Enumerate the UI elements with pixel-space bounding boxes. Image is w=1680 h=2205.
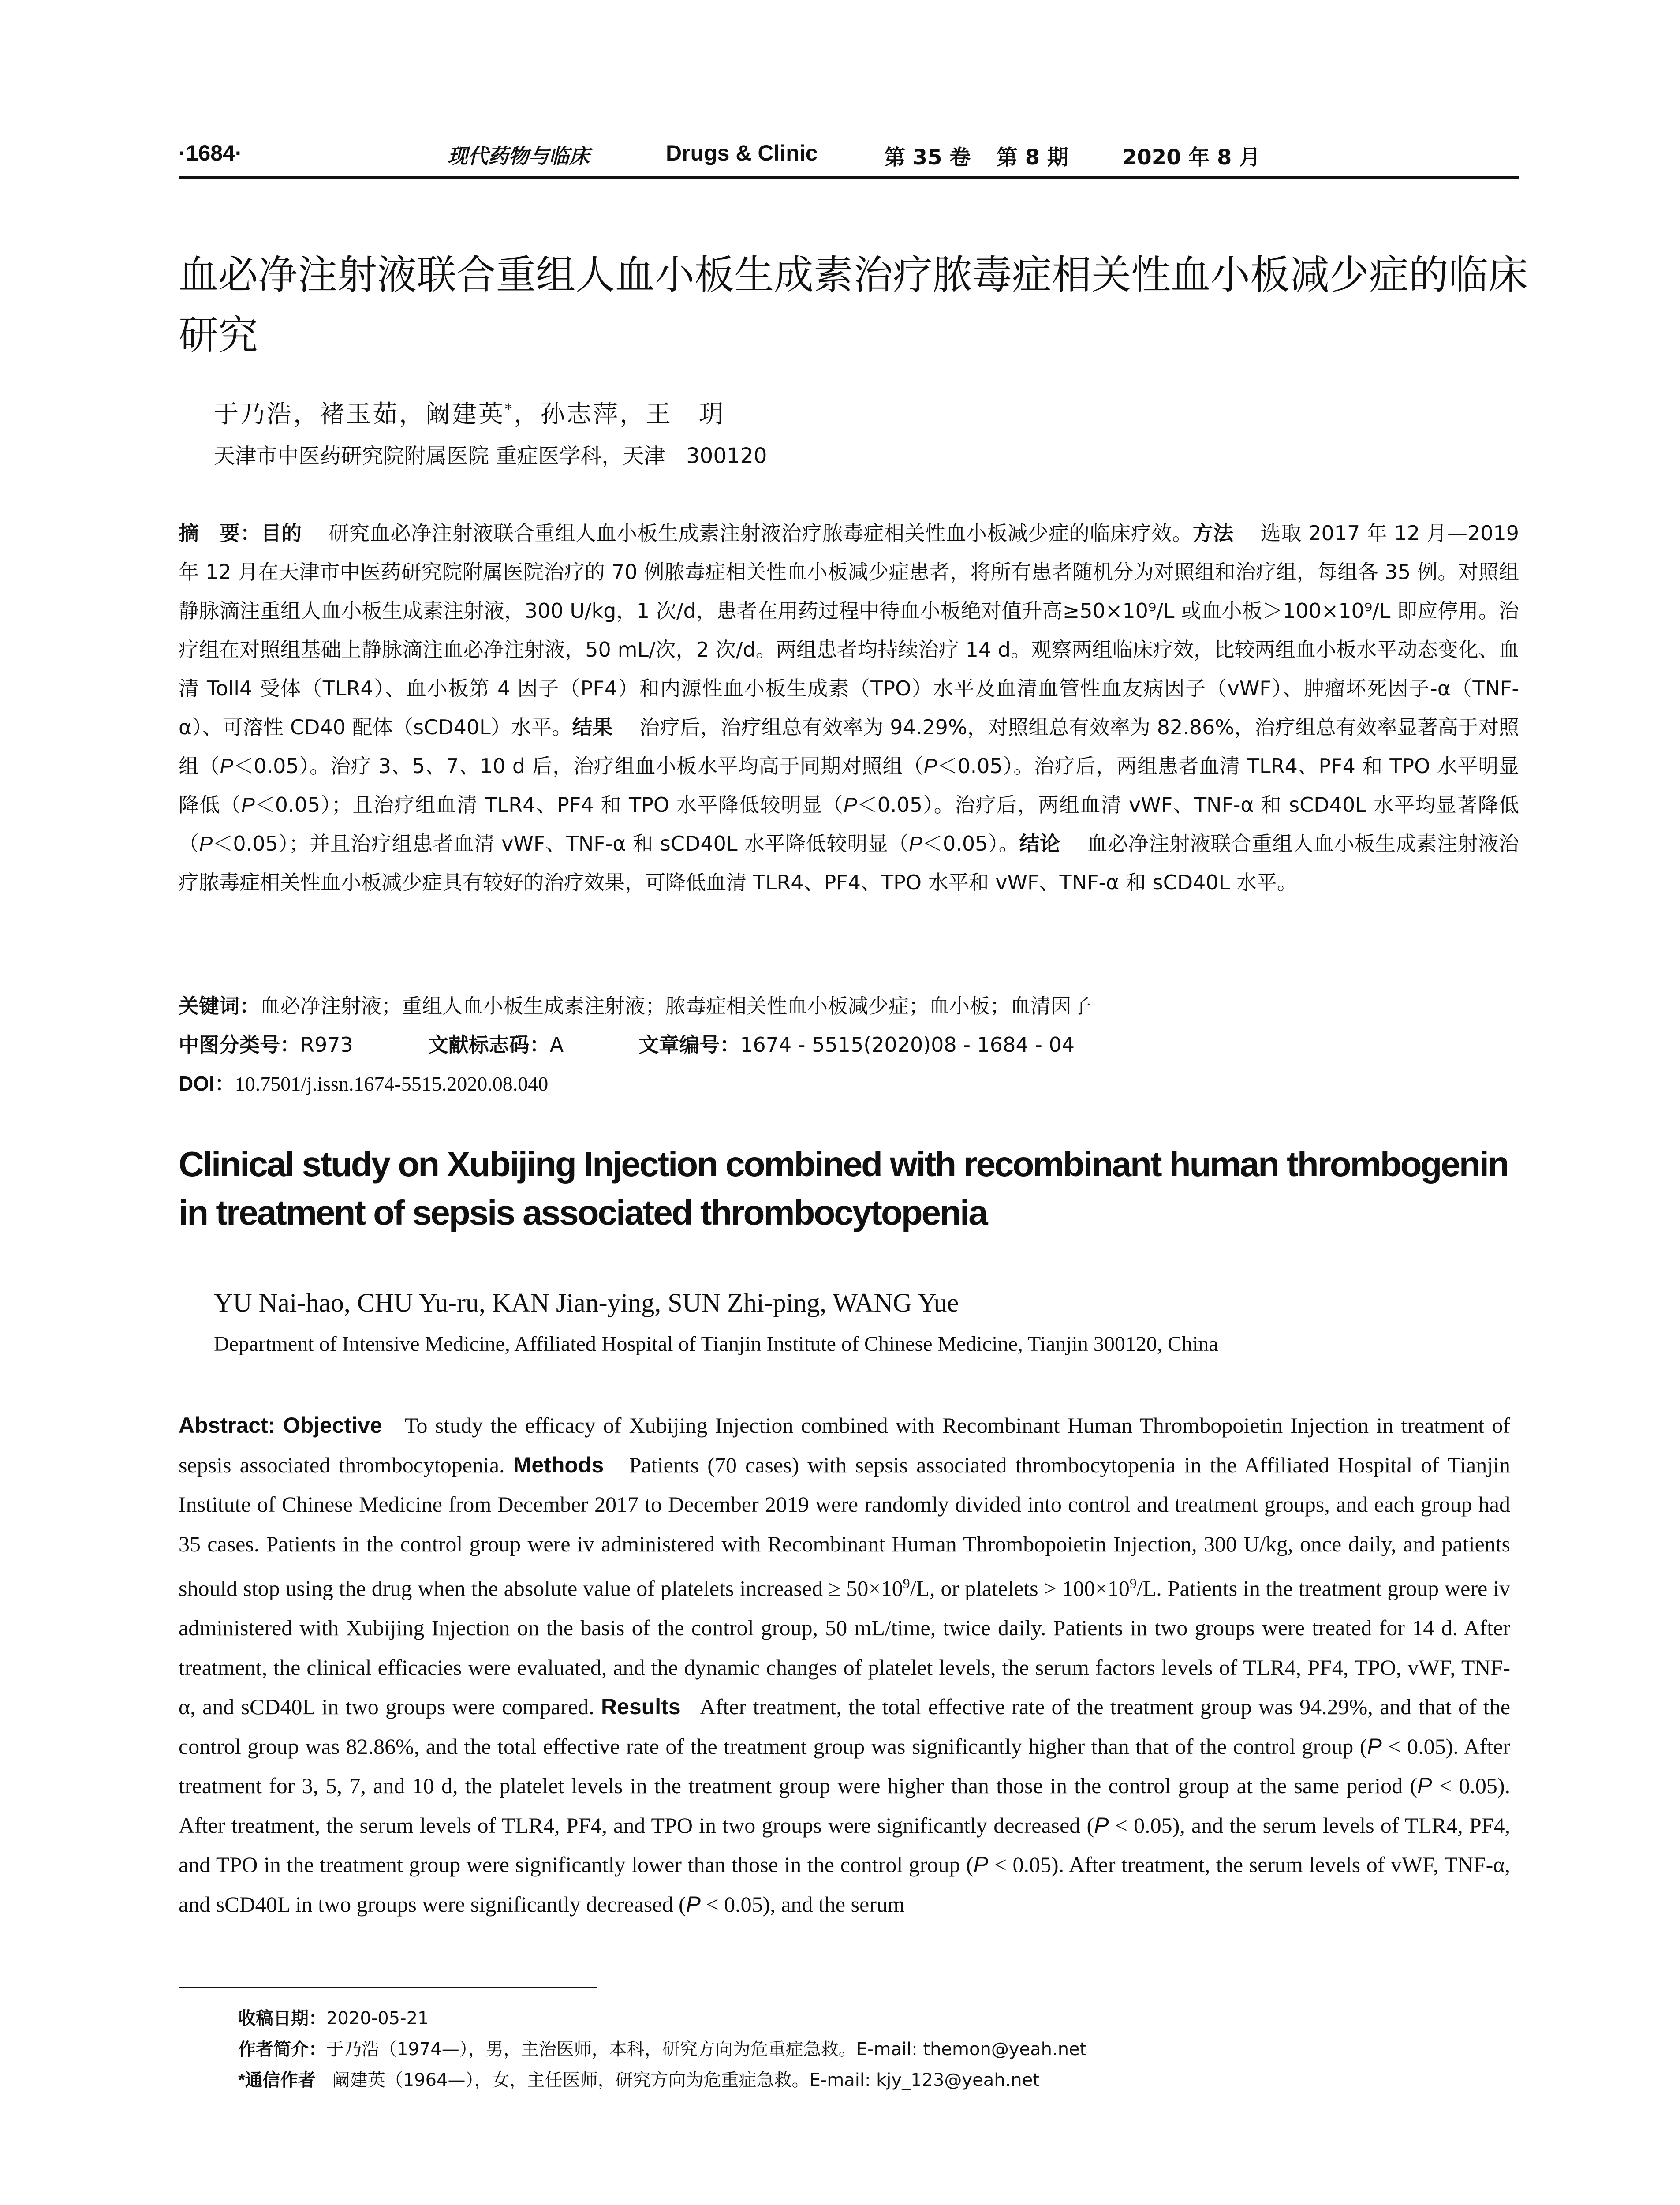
p-value-symbol: P	[909, 832, 922, 855]
journal-name-en: Drugs & Clinic	[666, 141, 818, 165]
p-value-symbol: P	[1367, 1734, 1382, 1759]
results-text: < 0.05). After treatment, the serum levels of vWF, TNF-α, and sCD40L in two groups were significantly decreased (	[179, 1852, 1511, 1917]
objective-label: 目的	[261, 522, 302, 545]
methods-label: 方法	[1192, 522, 1234, 545]
conclusion-text: 血必净注射液联合重组人血小板生成素注射液治疗脓毒症相关性血小板减少症具有较好的治疗效果，可降低血清 TLR4、PF4、TPO 水平和 vWF、TNF-α 和 sCD40L 水平。	[179, 832, 1519, 894]
results-text: ＜0.05）。治疗 3、5、7、10 d 后，治疗组血小板水平均高于同期对照组（	[233, 754, 924, 778]
methods-text: /L. Patients in the treatment group were iv administered with Xubijing Injection on the basis of the control group, 50 mL/time, twice daily. Patients in two groups were treated for 14 d. After treatment, the clinical efficacies were evaluated, and the dynamic changes of platelet levels, the serum factors levels of TLR4, PF4, TPO, vWF, TNF-α, and sCD40L in two groups were compared.	[179, 1576, 1510, 1719]
results-text: < 0.05), and the serum levels of TLR4, PF4, and TPO in the treatment group were significantly lower than those in the control group (	[179, 1813, 1510, 1877]
corresponding-mark: *	[505, 400, 514, 418]
issue-date: 2020 年 8 月	[1122, 145, 1261, 170]
keywords-line	[179, 990, 1091, 1019]
chinese-affiliation: 天津市中医药研究院附属医院 重症医学科，天津 300120	[214, 444, 767, 468]
english-title: Clinical study on Xubijing Injection combined with recombinant human thrombogenin in treatment of sepsis associated thrombocytopenia	[179, 1144, 1508, 1232]
methods-text: /L, or platelets > 100×10	[910, 1576, 1130, 1601]
english-affiliation: Department of Intensive Medicine, Affiliated Hospital of Tianjin Institute of Chinese Medicine, Tianjin 300120, China	[214, 1332, 1218, 1356]
p-value-symbol: P	[843, 793, 857, 816]
p-value-symbol: P	[199, 832, 213, 855]
results-label: Results	[601, 1694, 681, 1719]
conclusion-label: 结论	[1019, 832, 1060, 855]
methods-text: 选取 2017 年 12 月—2019 年 12 月在天津市中医药研究院附属医院治疗的 70 例脓毒症相关性血小板减少症患者，将所有患者随机分为对照组和治疗组，每组各 35 例。对照组静脉滴注重组人血小板生成素注射液，300 U/kg，1 次/d，患者在用药过程中待血小板绝对值升高≥50×10⁹/L 或血小板＞100×10⁹/L 即应停用。治疗组在对照组基础上静脉滴注血必净注射液，50 mL/次，2 次/d。两组患者均持续治疗 14 d。观察两组临床疗效，比较两组血小板水平动态变化、血清 Toll4 受体（TLR4）、血小板第 4 因子（PF4）和内源性血小板生成素（TPO）水平及血清血管性血友病因子（vWF）、肿瘤坏死因子-α（TNF-α）、可溶性 CD40 配体（sCD40L）水平。	[179, 521, 1519, 739]
doi-line	[179, 1068, 548, 1097]
doc-code-label: 文献标志码：	[428, 1033, 550, 1056]
objective-text: To study the efficacy of Xubijing Injection combined with Recombinant Human Thrombopoietin Injection in treatment of sepsis associated thrombocytopenia.	[179, 1413, 1511, 1477]
results-text: ＜0.05）；并且治疗组患者血清 vWF、TNF-α 和 sCD40L 水平降低较明显（	[213, 832, 909, 856]
abstract-label: 摘 要：	[179, 522, 261, 545]
chinese-abstract	[179, 514, 1519, 902]
bio-text: 于乃浩（1974—），男，主治医师，本科，研究方向为危重症急救。E-mail: themon@yeah.net	[326, 2039, 1087, 2059]
corresponding-author	[238, 2066, 1040, 2091]
exponent: 9	[1129, 1575, 1137, 1591]
p-value-symbol: P	[1094, 1813, 1109, 1838]
p-value-symbol: P	[686, 1891, 701, 1917]
results-text: 治疗后，治疗组总有效率为 94.29%，对照组总有效率为 82.86%，治疗组总有效率显著高于对照组（	[179, 715, 1519, 778]
methods-text: Patients (70 cases) with sepsis associated thrombocytopenia in the Affiliated Hospital of Tianjin Institute of Chinese Medicine from December 2017 to December 2019 were randomly divided into control and treatment groups, and each group had 35 cases. Patients in the control group were iv administered with Recombinant Human Thrombopoietin Injection, 300 U/kg, once daily, and patients should stop using the drug when the absolute value of platelets increased ≥ 50×10	[179, 1452, 1510, 1601]
results-text: ＜0.05）。	[922, 832, 1019, 856]
issue: 第 8 期	[997, 145, 1068, 170]
p-value-symbol: P	[923, 755, 937, 777]
doi: 10.7501/j.issn.1674-5515.2020.08.040	[235, 1073, 549, 1095]
doi-label: DOI：	[179, 1072, 235, 1095]
results-label: 结果	[572, 716, 613, 739]
p-value-symbol: P	[220, 755, 234, 777]
volume: 第 35 卷	[884, 145, 971, 170]
corr-text: 阚建英（1964—），女，主任医师，研究方向为危重症急救。E-mail: kjy_123@yeah.net	[332, 2070, 1040, 2090]
article-number: 1674 - 5515(2020)08 - 1684 - 04	[740, 1033, 1075, 1057]
english-authors: YU Nai-hao, CHU Yu-ru, KAN Jian-ying, SUN Zhi-ping, WANG Yue	[214, 1288, 959, 1317]
results-text: ＜0.05）。治疗后，两组患者血清 TLR4、PF4 和 TPO 水平明显降低（	[179, 754, 1519, 817]
received-label: 收稿日期：	[238, 2009, 326, 2028]
english-abstract	[179, 1406, 1510, 1924]
results-text: < 0.05). After treatment, the serum levels of TLR4, PF4, and TPO in two groups were significantly decreased (	[179, 1773, 1510, 1838]
exponent: 9	[903, 1575, 910, 1591]
author-bio	[238, 2035, 1086, 2060]
results-text: ＜0.05）；且治疗组血清 TLR4、PF4 和 TPO 水平降低较明显（	[254, 793, 844, 817]
objective-text: 研究血必净注射液联合重组人血小板生成素注射液治疗脓毒症相关性血小板减少症的临床疗效。	[328, 521, 1193, 545]
keywords: 血必净注射液；重组人血小板生成素注射液；脓毒症相关性血小板减少症；血小板；血清因子	[260, 994, 1091, 1018]
p-value-symbol: P	[241, 793, 255, 816]
running-header	[179, 140, 1519, 178]
results-text: ＜0.05）。治疗后，两组血清 vWF、TNF-α 和 sCD40L 水平均显著降低（	[179, 793, 1519, 856]
page-number: ·1684·	[179, 141, 243, 165]
footnote-rule	[179, 1987, 597, 1988]
abstract-label: Abstract:	[179, 1413, 276, 1438]
corr-label: *通信作者	[238, 2070, 316, 2090]
clc-label: 中图分类号：	[179, 1033, 300, 1056]
received-date	[238, 2004, 429, 2029]
journal-name-cn: 现代药物与临床	[448, 144, 590, 168]
objective-label: Objective	[283, 1413, 382, 1438]
results-text: < 0.05), and the serum	[700, 1891, 905, 1917]
keywords-label: 关键词：	[179, 994, 260, 1017]
p-value-symbol: P	[1417, 1773, 1432, 1798]
authors-part2: ，孙志萍，王 玥	[514, 400, 725, 429]
chinese-title: 血必净注射液联合重组人血小板生成素治疗脓毒症相关性血小板减少症的临床研究	[179, 252, 1528, 359]
classification-line	[179, 1029, 1075, 1058]
results-text: After treatment, the total effective rate of the treatment group was 94.29%, and that of the control group was 82.86%, and the total effective rate of the treatment group was significantly higher than that of the control group (	[179, 1694, 1511, 1759]
header-rule	[179, 176, 1519, 179]
results-text: < 0.05). After treatment for 3, 5, 7, and 10 d, the platelet levels in the treatment group were higher than those in the control group at the same period (	[179, 1734, 1510, 1798]
chinese-authors	[214, 395, 725, 430]
p-value-symbol: P	[973, 1852, 989, 1877]
received-value: 2020-05-21	[326, 2008, 429, 2029]
methods-label: Methods	[513, 1452, 604, 1477]
article-no-label: 文章编号：	[638, 1033, 740, 1056]
doc-code: A	[549, 1033, 564, 1057]
bio-label: 作者简介：	[238, 2040, 326, 2059]
clc-number: R973	[300, 1033, 353, 1057]
authors-part1: 于乃浩，褚玉茹，阚建英	[214, 400, 505, 429]
